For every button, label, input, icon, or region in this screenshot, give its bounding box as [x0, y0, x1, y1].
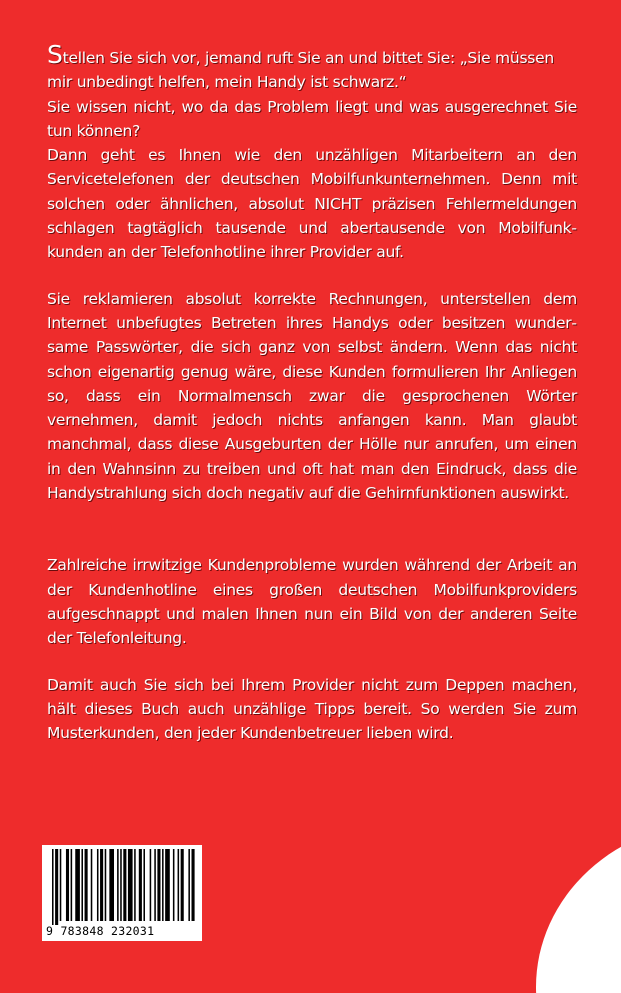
blurb-paragraph-3: Dann geht es Ihnen wie den unzähligen Mitarbeitern an den Servicetelefonen der deutschen Mobilfunkunternehmen. Denn mit solchen oder ähnlichen, absolut NICHT präzisen Fehlermeldungen schlagen tagtäglich tausende und abertausende von Mobilfunkkunden an der Telefonhotline ihrer Provider auf. [47, 146, 577, 262]
barcode-bar [109, 849, 114, 921]
barcode-bar [85, 849, 88, 921]
barcode-bar [52, 849, 54, 925]
barcode-bar [120, 849, 122, 921]
barcode-bar [97, 849, 99, 921]
barcode-bar [134, 849, 136, 921]
isbn-barcode [42, 845, 202, 941]
barcode-bar [173, 849, 175, 921]
barcode-bar [139, 849, 142, 921]
drop-cap: S [47, 40, 63, 69]
isbn-number: 9 783848 232031 [46, 924, 155, 938]
blurb-paragraph-6: Damit auch Sie sich bei Ihrem Provider nicht zum Deppen machen, hält dieses Buch auch unzählige Tipps bereit. So werden Sie zum Musterkunden, den jeder Kundenbetreuer lieben wird. [47, 675, 577, 743]
blurb-paragraph-4: Sie reklamieren absolut korrekte Rechnungen, unterstellen dem Internet unbefugtes Betreten ihres Handys oder besitzen wundersame Passwörter, die sich ganz von selbst ändern. Wenn das nicht schon eigenartig genug wäre, diese Kunden formulieren Ihr Anliegen so, dass ein Normalmensch zwar die gesprochenen Wörter vernehmen, damit jedoch nichts anfangen kann. Man glaubt manchmal, dass diese Ausgeburten der Hölle nur anrufen, um einen in den Wahnsinn zu treiben und oft hat man den Eindruck, dass die Handystrahlung sich doch negativ auf die Gehirnfunktionen auswirkt. [47, 289, 577, 503]
blurb-paragraph-5: Zahlreiche irrwitzige Kundenprobleme wurden während der Arbeit an der Kundenhotline eines großen deutschen Mobilfunkproviders aufgeschnappt und malen Ihnen nun ein Bild von der anderen Seite der Telefonleitung. [47, 556, 577, 648]
barcode-bar [165, 849, 170, 921]
barcode-bar [66, 849, 69, 921]
blurb-paragraph-1-text: tellen Sie sich vor, jemand ruft Sie an und bittet Sie: „Sie müssen mir unbedingt helfen, mein Handy ist schwarz.“ [47, 49, 554, 92]
barcode-bar [81, 849, 83, 921]
barcode-bar [150, 849, 152, 921]
blurb-paragraph-2: Sie wissen nicht, wo da das Problem liegt und was ausgerechnet Sie tun können? [47, 97, 577, 140]
barcode-bar [91, 849, 93, 921]
barcode-bar [117, 849, 119, 921]
barcode-bar [71, 849, 73, 921]
blurb-text [47, 40, 577, 745]
barcode-bar [55, 849, 58, 925]
barcode-bar [178, 849, 180, 921]
barcode-bar [123, 849, 126, 921]
barcode-bar [100, 849, 103, 921]
barcode-bar [128, 849, 133, 921]
barcode-bar [192, 849, 195, 921]
barcode-bar [60, 849, 62, 921]
barcode-bar [143, 849, 145, 921]
barcode-bar [188, 849, 190, 921]
barcode-bars [42, 845, 202, 925]
white-corner-shape [536, 822, 621, 993]
barcode-bar [162, 849, 164, 921]
barcode-bar [105, 849, 107, 921]
barcode-bar [75, 849, 80, 921]
barcode-bar [181, 849, 184, 921]
barcode-bar [154, 849, 156, 921]
barcode-bar [157, 849, 160, 921]
blurb-paragraph-1 [47, 40, 577, 95]
